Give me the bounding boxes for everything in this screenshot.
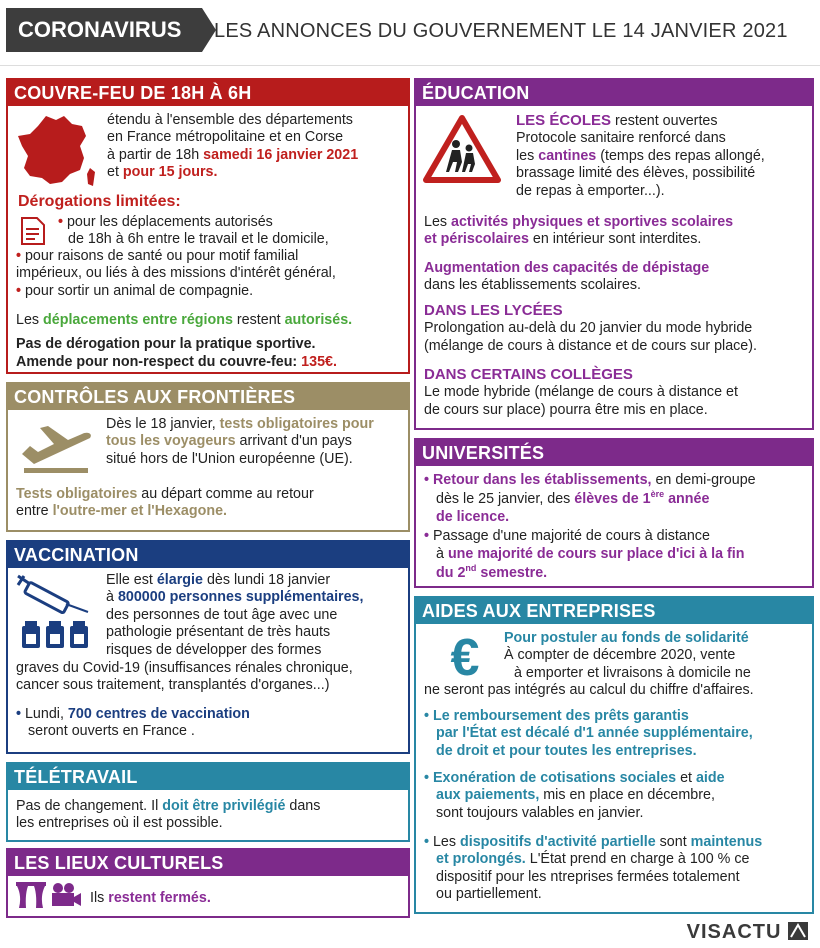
- derog-bullet-1a: pour les déplacements autorisés: [66, 214, 273, 230]
- fr-l1a: Dès le 18 janvier,: [106, 416, 220, 432]
- couvre-feu-intro-1: étendu à l'ensemble des départements: [107, 112, 353, 128]
- vac-b1a: Lundi,: [24, 706, 68, 722]
- aides-b3a: Les: [432, 834, 461, 850]
- aides-b3c: sont: [655, 834, 691, 850]
- euro-icon: €: [450, 629, 480, 687]
- fonds-2: à emporter et livraisons à domicile ne: [514, 664, 751, 681]
- ecoles-5: de repas à emporter...).: [516, 182, 665, 199]
- section-aides-entreprises: AIDES AUX ENTREPRISES € Pour postuler au fonds de solidarité À compter de décembre 2020, vente à emporter et livraisons à domicile ne ne seront pas intégrés au calcul du chiffre d'affaires. • Le remboursement des prêts garantis par l'État est décalé d'1 année supplémentaire, de droit et pour toutes les entreprises. • Exonération de cotisations sociales et aide aux paiements, mis en place en décembre, sont toujours valables en janvier. • Les dispositifs d'activité partielle sont maintenus et prolongés. L'État prend en charge à 100 % ce dispositif pour les ntreprises fermées totalement ou partiellement.: [414, 596, 814, 914]
- section-title: VACCINATION: [8, 542, 408, 568]
- vac-l7: cancer sous traitement, transplantés d'organes...): [16, 677, 330, 694]
- amende-a: Amende pour non-respect du couvre-feu:: [16, 354, 302, 370]
- aides-b2e: mis en place en décembre,: [539, 787, 715, 804]
- colleges-title: DANS CERTAINS COLLÈGES: [424, 366, 633, 383]
- intro-3a: à partir de 18h: [107, 146, 204, 163]
- act-c: et périscolaires: [424, 231, 529, 248]
- ecoles-3a: les: [516, 147, 539, 164]
- section-lieux-culturels: [6, 848, 410, 918]
- colleges-2: de cours sur place) pourra être mis en place.: [424, 401, 708, 418]
- ecoles-2: Protocole sanitaire renforcé dans: [516, 130, 726, 147]
- univ-b2c: une majorité de cours sur place d'ici à la fin: [447, 545, 745, 562]
- depistage-text: dans les établissements scolaires.: [424, 277, 641, 294]
- duration: pour 15 jours.: [122, 164, 218, 181]
- section-teletravail: [6, 762, 410, 842]
- aides-b2b: et: [676, 770, 696, 786]
- vac-l4: pathologie présentant de très hauts: [106, 624, 331, 641]
- derog-bullet-2a: pour raisons de santé ou pour motif familial: [24, 248, 299, 264]
- univ-b2e: nd: [465, 562, 477, 573]
- univ-b2f: semestre.: [476, 564, 548, 581]
- logo-mark-icon: [788, 922, 808, 940]
- section-title: TÉLÉTRAVAIL: [8, 764, 408, 790]
- visactu-logo: [687, 920, 808, 944]
- aides-b2c: aide: [695, 770, 725, 786]
- univ-b1c: dès le 25 janvier, des: [436, 491, 575, 508]
- vac-l2b: 800000 personnes supplémentaires,: [117, 589, 364, 606]
- fr-l5a: entre: [16, 503, 53, 520]
- vac-l1b: élargie: [156, 572, 203, 588]
- univ-b1a: Retour dans les établissements,: [432, 472, 652, 488]
- univ-b1e: ère: [650, 489, 665, 500]
- document-icon: [20, 216, 46, 246]
- section-title: UNIVERSITÉS: [416, 440, 812, 466]
- vac-l6: graves du Covid-19 (insuffisances rénales chronique,: [16, 660, 353, 676]
- plane-icon: [18, 420, 94, 474]
- derog-bullet-1b: de 18h à 6h entre le travail et le domicile,: [68, 231, 329, 248]
- fr-l4b: au départ comme au retour: [137, 486, 314, 502]
- aides-b2a: Exonération de cotisations sociales: [432, 770, 677, 786]
- start-date: samedi 16 janvier 2021: [203, 146, 359, 163]
- section-universites: UNIVERSITÉS • Retour dans les établissements, en demi-groupe dès le 25 janvier, des élèves de 1ère année de licence. • Passage d'une majorité de cours à distance à une majorité de cours sur place d'ici à la fin du 2nd semestre.: [414, 438, 814, 588]
- syringe-icon: [16, 574, 92, 614]
- act-b: activités physiques et sportives scolaires: [451, 214, 734, 230]
- logo-text: VISACTU: [686, 920, 782, 943]
- ecoles-3b: cantines: [538, 147, 597, 164]
- regions-a: Les: [16, 312, 44, 328]
- aides-b3f: L'État prend en charge à 100 % ce: [525, 851, 750, 868]
- fr-l2b: arrivant d'un pays: [235, 433, 352, 450]
- univ-b2d: du 2: [436, 564, 466, 581]
- derogations-title: Dérogations limitées:: [18, 193, 181, 210]
- vac-l3: des personnes de tout âge avec une: [106, 606, 338, 623]
- section-title: AIDES AUX ENTREPRISES: [416, 598, 812, 624]
- header-title: LES ANNONCES DU GOUVERNEMENT LE 14 JANVIER 2021: [214, 20, 788, 42]
- regions-d: autorisés.: [284, 312, 353, 328]
- fonds-title: Pour postuler au fonds de solidarité: [504, 630, 749, 646]
- section-frontieres: [6, 382, 410, 532]
- vac-l5: risques de développer des formes: [106, 641, 322, 658]
- children-crossing-sign-icon: [422, 114, 502, 184]
- derog-bullet-2b: impérieux, ou liés à des missions d'intérêt général,: [16, 265, 336, 282]
- aides-b3e: et prolongés.: [436, 851, 526, 868]
- couvre-feu-intro-2: en France métropolitaine et en Corse: [107, 129, 344, 146]
- vial-icon: [20, 620, 92, 650]
- section-vaccination: VACCINATION Elle est élargie dès lundi 18 janvier à 800000 personnes supplémentaires, des personnes de tout âge avec une pathologie présentant de très hauts risques de développer des formes graves du Covid-19 (insuffisances rénales chronique, cancer sous traitement, transplantés d'organes...) • Lundi, 700 centres de vaccination seront ouverts en France .: [6, 540, 410, 754]
- colleges-1: Le mode hybride (mélange de cours à distance et: [424, 384, 738, 401]
- intro-4a: et: [107, 164, 123, 181]
- section-title: ÉDUCATION: [416, 80, 812, 106]
- page-header: [0, 0, 820, 66]
- aides-b3d: maintenus: [690, 834, 763, 850]
- header-tag: CORONAVIRUS: [6, 8, 202, 52]
- section-title: CONTRÔLES AUX FRONTIÈRES: [8, 384, 408, 410]
- fonds-1: À compter de décembre 2020, vente: [504, 647, 736, 664]
- fr-l4a: Tests obligatoires: [16, 486, 138, 502]
- aides-b1a: Le remboursement des prêts garantis: [432, 708, 689, 724]
- lycees-2: (mélange de cours à distance et de cours sur place).: [424, 337, 757, 354]
- univ-b1g: de licence.: [436, 508, 510, 525]
- ecoles-b: restent ouvertes: [611, 113, 718, 129]
- aides-b2f: sont toujours valables en janvier.: [436, 804, 644, 821]
- cult-a: Ils: [90, 890, 109, 906]
- fr-l1b: tests obligatoires pour: [219, 416, 374, 432]
- aides-b3h: ou partiellement.: [436, 886, 542, 903]
- univ-b2a: Passage d'une majorité de cours à distance: [432, 528, 710, 545]
- vac-l1a: Elle est: [106, 572, 157, 588]
- tele-l1a: Pas de changement. Il: [16, 798, 163, 814]
- tele-l1b: doit être privilégié: [162, 798, 286, 814]
- fonds-3: ne seront pas intégrés au calcul du chiffre d'affaires.: [424, 682, 754, 698]
- section-title: COUVRE-FEU DE 18H À 6H: [8, 80, 408, 106]
- act-a: Les: [424, 214, 452, 230]
- vac-l2a: à: [106, 589, 118, 606]
- sport-text: Pas de dérogation pour la pratique sportive.: [16, 336, 316, 352]
- aides-b3g: dispositif pour les ntreprises fermées totalement: [436, 868, 740, 885]
- tele-l1c: dans: [285, 798, 321, 814]
- video-camera-icon: [50, 882, 82, 908]
- univ-b1b: en demi-groupe: [651, 472, 756, 488]
- lycees-1: Prolongation au-delà du 20 janvier du mode hybride: [424, 320, 753, 337]
- theatre-curtain-icon: [16, 882, 46, 908]
- france-map-icon: [16, 112, 98, 192]
- univ-b1f: année: [664, 491, 710, 508]
- vac-b1c: seront ouverts en France .: [28, 723, 195, 740]
- act-d: en intérieur sont interdites.: [528, 231, 702, 248]
- aides-b2d: aux paiements,: [436, 787, 540, 804]
- fr-l3: situé hors de l'Union européenne (UE).: [106, 450, 353, 467]
- aides-b1c: de droit et pour toutes les entreprises.: [436, 742, 697, 759]
- derog-bullet-3: pour sortir un animal de compagnie.: [24, 282, 254, 299]
- univ-b2b: à: [436, 545, 448, 562]
- univ-b1d: élèves de 1: [574, 491, 651, 508]
- ecoles-4: brassage limité des élèves, possibilité: [516, 165, 756, 182]
- vac-b1b: 700 centres de vaccination: [67, 706, 250, 722]
- vac-l1c: dès lundi 18 janvier: [202, 572, 331, 588]
- regions-c: restent: [232, 312, 285, 328]
- ecoles-3c: (temps des repas allongé,: [596, 147, 765, 164]
- cult-b: restent fermés.: [108, 890, 211, 906]
- lycees-title: DANS LES LYCÉES: [424, 302, 563, 319]
- depistage-title: Augmentation des capacités de dépistage: [424, 260, 710, 276]
- tele-l2: les entreprises où il est possible.: [16, 815, 223, 832]
- aides-b1b: par l'État est décalé d'1 année supplémentaire,: [436, 725, 753, 742]
- section-education: [414, 78, 814, 430]
- section-couvre-feu: COUVRE-FEU DE 18H À 6H étendu à l'ensemble des départements en France métropolitaine et en Corse à partir de 18h samedi 16 janvier 2021 et pour 15 jours. Dérogations limitées: • pour les déplacements autorisés de 18h à 6h entre le travail et le domicile, • pour raisons de santé ou pour motif familial impérieux, ou liés à des missions d'intérêt général, • pour sortir un animal de compagnie. Les déplacements entre régions restent autorisés. Pas de dérogation pour la pratique sportive. Amende pour non-respect du couvre-feu: 135€.: [6, 78, 410, 374]
- aides-b3b: dispositifs d'activité partielle: [460, 834, 656, 850]
- amende-b: 135€.: [301, 354, 337, 370]
- section-title: LES LIEUX CULTURELS: [8, 850, 408, 876]
- fr-l2a: tous les voyageurs: [106, 433, 236, 450]
- regions-b: déplacements entre régions: [43, 312, 233, 328]
- fr-l5b: l'outre-mer et l'Hexagone.: [52, 503, 227, 520]
- ecoles-title: LES ÉCOLES: [516, 112, 612, 129]
